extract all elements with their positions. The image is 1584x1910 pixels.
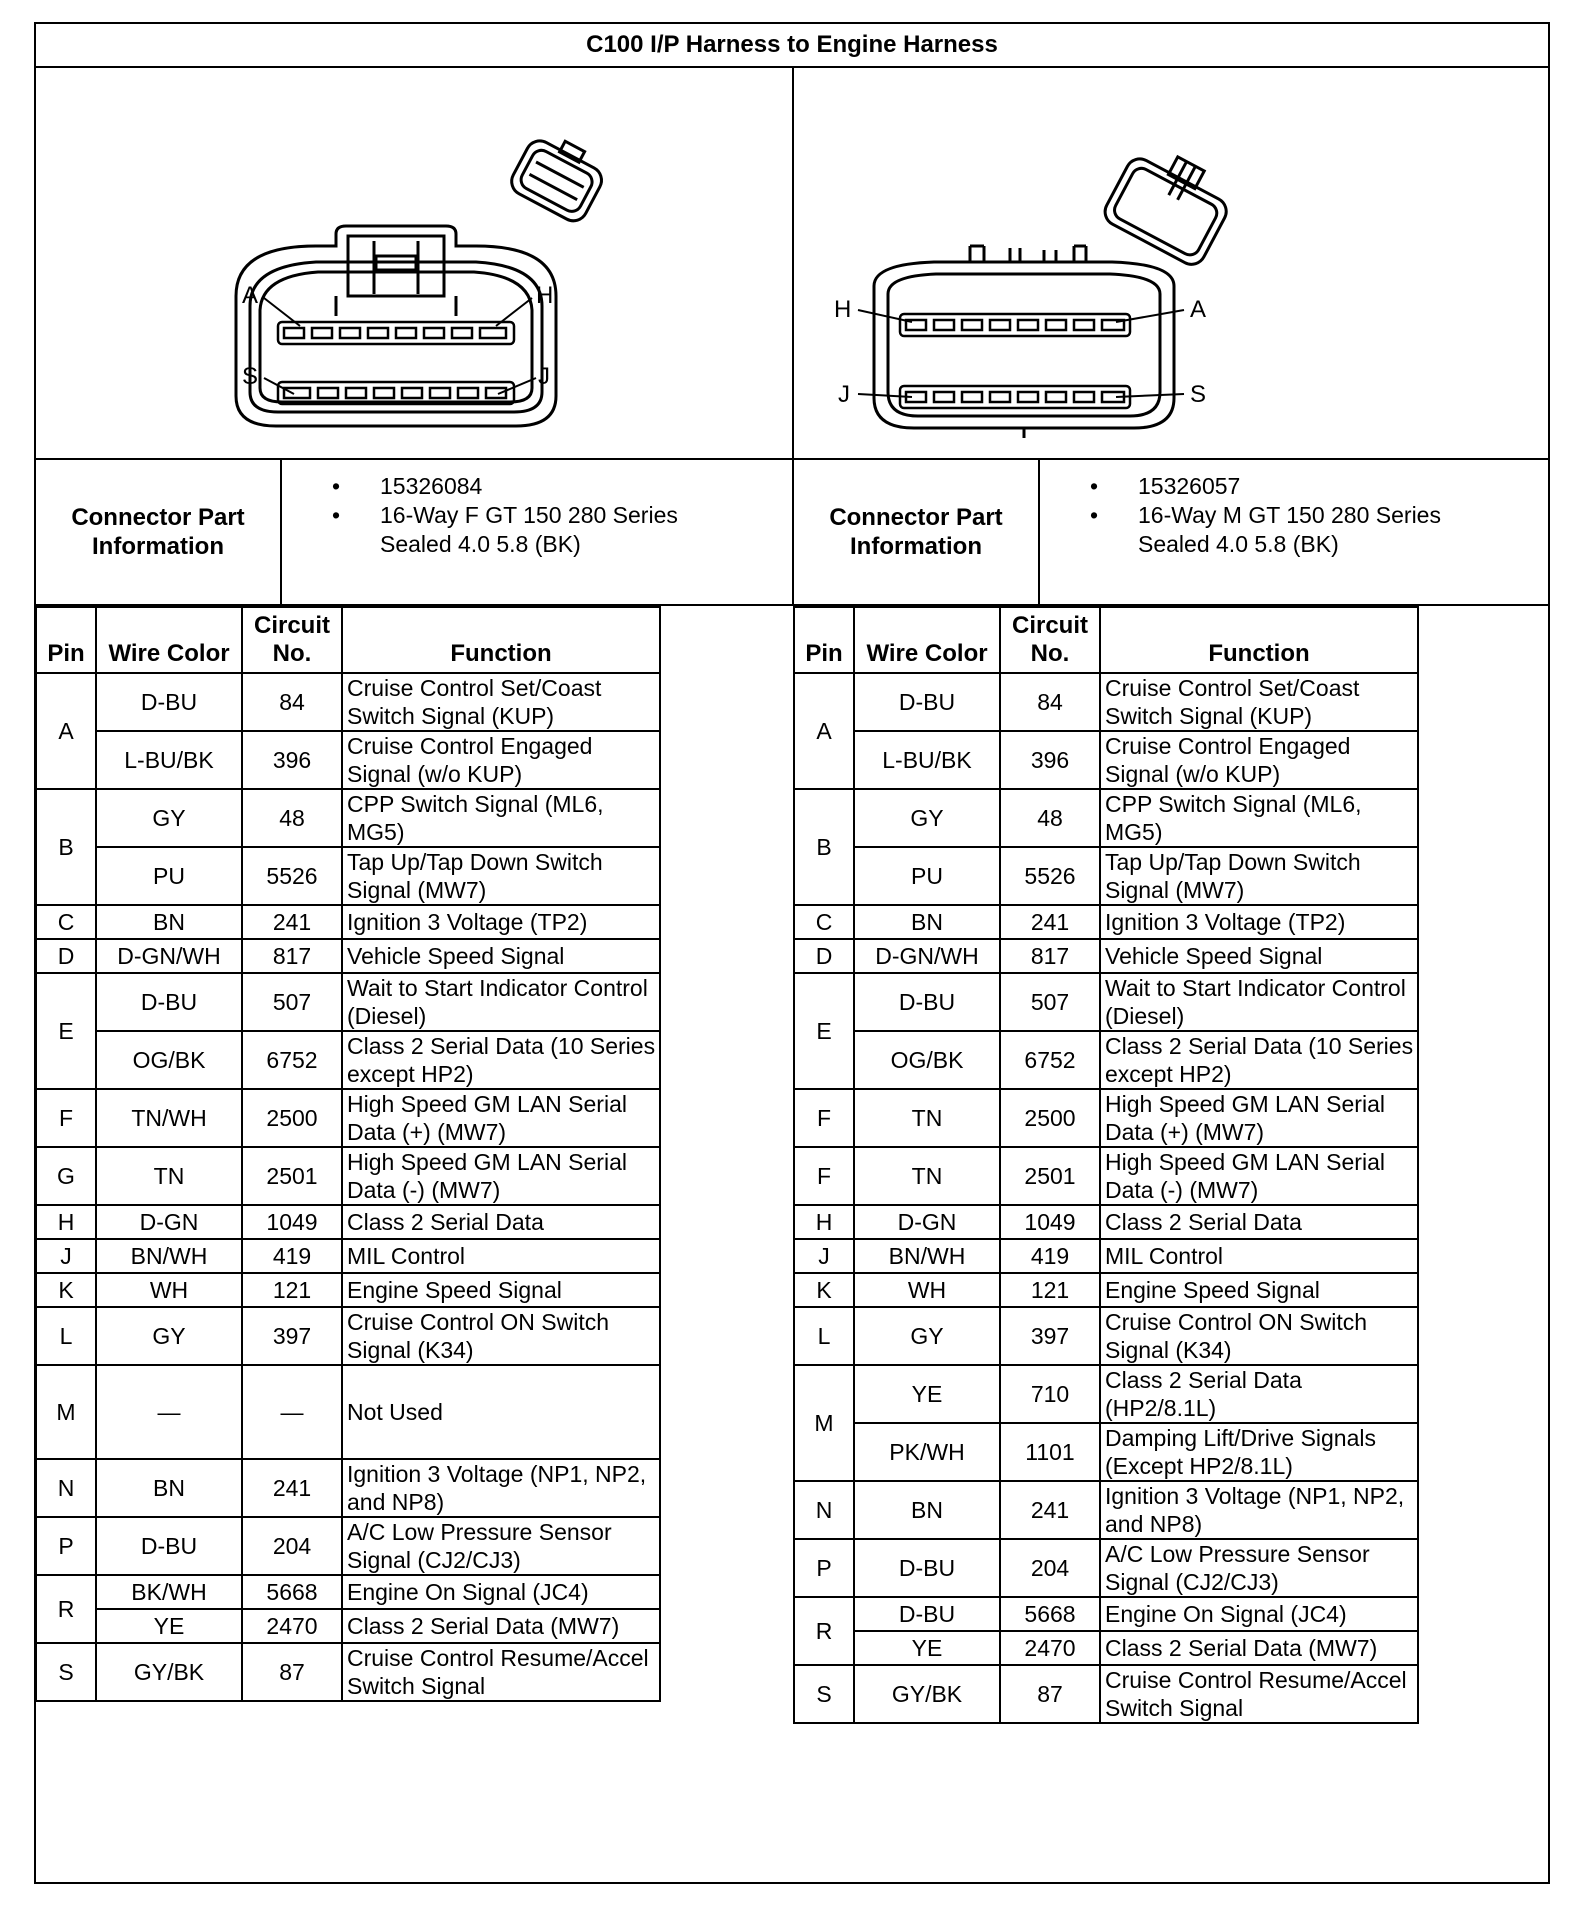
wire-color-cell: GY (96, 1307, 242, 1365)
circuit-cell: 397 (242, 1307, 342, 1365)
wire-color-cell: D-BU (854, 673, 1000, 731)
circuit-cell: 121 (1000, 1273, 1100, 1307)
wire-color-cell: BN/WH (854, 1239, 1000, 1273)
table-row (794, 1307, 1418, 1365)
circuit-cell: 396 (1000, 731, 1100, 789)
connector-info-left (36, 460, 794, 606)
pin-label-j: J (538, 363, 550, 390)
function-cell: Cruise Control ON Switch Signal (K34) (1100, 1307, 1418, 1365)
part-description: • 16-Way F GT 150 280 Series (282, 501, 678, 530)
wire-color-cell: YE (854, 1631, 1000, 1665)
wire-color-cell: D-GN (854, 1205, 1000, 1239)
circuit-cell: 241 (1000, 1481, 1100, 1539)
function-cell: Ignition 3 Voltage (TP2) (1100, 905, 1418, 939)
wire-color-cell: D-BU (854, 1539, 1000, 1597)
pin-cell: M (794, 1365, 854, 1481)
connector-info-label: Connector Part Information (36, 460, 282, 604)
function-cell: MIL Control (1100, 1239, 1418, 1273)
pin-label-s: S (242, 363, 259, 390)
wire-color-cell: GY/BK (96, 1643, 242, 1701)
wire-color-cell: TN (854, 1147, 1000, 1205)
male-connector-thumbnail-icon (1100, 138, 1239, 269)
function-cell: Class 2 Serial Data (10 Series except HP2) (1100, 1031, 1418, 1089)
header-function: Function (342, 607, 660, 673)
table-row (794, 731, 1418, 789)
circuit-cell: 1101 (1000, 1423, 1100, 1481)
circuit-cell: 5668 (242, 1575, 342, 1609)
function-cell: Cruise Control Engaged Signal (w/o KUP) (1100, 731, 1418, 789)
pin-label-s: S (1190, 381, 1207, 408)
table-row (36, 1147, 660, 1205)
wire-color-cell: GY/BK (854, 1665, 1000, 1723)
header-pin: Pin (794, 607, 854, 673)
function-cell: CPP Switch Signal (ML6, MG5) (1100, 789, 1418, 847)
circuit-cell: 2470 (1000, 1631, 1100, 1665)
function-cell: Class 2 Serial Data (MW7) (342, 1609, 660, 1643)
circuit-cell: 121 (242, 1273, 342, 1307)
pin-cell: P (36, 1517, 96, 1575)
function-cell: Vehicle Speed Signal (342, 939, 660, 973)
function-cell: Class 2 Serial Data (MW7) (1100, 1631, 1418, 1665)
table-row (794, 1089, 1418, 1147)
circuit-cell: 48 (1000, 789, 1100, 847)
connector-sheet (34, 22, 1550, 1884)
connector-info-list (1040, 472, 1441, 559)
wire-color-cell: — (96, 1365, 242, 1459)
table-row (36, 731, 660, 789)
table-row (794, 1239, 1418, 1273)
wire-color-cell: WH (96, 1273, 242, 1307)
wire-color-cell: PK/WH (854, 1423, 1000, 1481)
table-row (794, 1665, 1418, 1723)
function-cell: CPP Switch Signal (ML6, MG5) (342, 789, 660, 847)
connector-info-label: Connector Part Information (794, 460, 1040, 604)
pin-cell: J (36, 1239, 96, 1273)
wire-color-cell: D-GN (96, 1205, 242, 1239)
wire-color-cell: BN (96, 905, 242, 939)
pin-cell: E (36, 973, 96, 1089)
table-row (794, 1597, 1418, 1631)
function-cell: Wait to Start Indicator Control (Diesel) (342, 973, 660, 1031)
pin-cell: R (36, 1575, 96, 1643)
wire-color-cell: WH (854, 1273, 1000, 1307)
wire-color-cell: D-GN/WH (854, 939, 1000, 973)
function-cell: Cruise Control Set/Coast Switch Signal (KUP) (342, 673, 660, 731)
wire-color-cell: D-BU (854, 973, 1000, 1031)
pin-cell: H (36, 1205, 96, 1239)
wire-color-cell: L-BU/BK (96, 731, 242, 789)
pin-cell: B (794, 789, 854, 905)
wire-color-cell: YE (854, 1365, 1000, 1423)
female-connector-drawing (36, 66, 792, 458)
function-cell: Engine On Signal (JC4) (1100, 1597, 1418, 1631)
wire-color-cell: L-BU/BK (854, 731, 1000, 789)
wire-color-cell: YE (96, 1609, 242, 1643)
part-description-cont: Sealed 4.0 5.8 (BK) (1138, 531, 1339, 557)
circuit-cell: 87 (242, 1643, 342, 1701)
pin-label-a: A (242, 282, 259, 309)
part-description: • 16-Way M GT 150 280 Series (1040, 501, 1441, 530)
table-row (794, 939, 1418, 973)
pin-cell: H (794, 1205, 854, 1239)
wire-color-cell: BK/WH (96, 1575, 242, 1609)
table-row (794, 1539, 1418, 1597)
pin-cell: C (794, 905, 854, 939)
function-cell: Cruise Control ON Switch Signal (K34) (342, 1307, 660, 1365)
table-row (36, 1307, 660, 1365)
pin-label-h: H (834, 296, 852, 323)
circuit-cell: 710 (1000, 1365, 1100, 1423)
female-connector-thumbnail-icon (507, 127, 611, 226)
pin-cell: F (794, 1147, 854, 1205)
part-number: • 15326084 (282, 472, 678, 501)
circuit-cell: 48 (242, 789, 342, 847)
table-row (36, 1575, 660, 1609)
pin-cell: R (794, 1597, 854, 1665)
table-row (794, 1631, 1418, 1665)
pin-label-a: A (1190, 296, 1207, 323)
function-cell: Cruise Control Engaged Signal (w/o KUP) (342, 731, 660, 789)
circuit-cell: 204 (242, 1517, 342, 1575)
pin-cell: N (36, 1459, 96, 1517)
pin-cell: B (36, 789, 96, 905)
wire-color-cell: D-BU (854, 1597, 1000, 1631)
pin-cell: A (36, 673, 96, 789)
function-cell: Ignition 3 Voltage (TP2) (342, 905, 660, 939)
wire-color-cell: TN (96, 1147, 242, 1205)
table-row (794, 1147, 1418, 1205)
table-row (794, 1481, 1418, 1539)
table-row (794, 1031, 1418, 1089)
function-cell: Tap Up/Tap Down Switch Signal (MW7) (342, 847, 660, 905)
table-row (36, 673, 660, 731)
circuit-cell: 6752 (1000, 1031, 1100, 1089)
function-cell: Cruise Control Resume/Accel Switch Signal (1100, 1665, 1418, 1723)
table-row (36, 1273, 660, 1307)
wire-color-cell: OG/BK (854, 1031, 1000, 1089)
circuit-cell: 84 (242, 673, 342, 731)
table-row (36, 973, 660, 1031)
function-cell: Class 2 Serial Data (HP2/8.1L) (1100, 1365, 1418, 1423)
pin-cell: P (794, 1539, 854, 1597)
function-cell: Tap Up/Tap Down Switch Signal (MW7) (1100, 847, 1418, 905)
pin-label-j: J (838, 381, 850, 408)
circuit-cell: 419 (242, 1239, 342, 1273)
wire-color-cell: BN (854, 1481, 1000, 1539)
function-cell: Ignition 3 Voltage (NP1, NP2, and NP8) (342, 1459, 660, 1517)
table-row (794, 905, 1418, 939)
circuit-cell: 396 (242, 731, 342, 789)
function-cell: Cruise Control Set/Coast Switch Signal (KUP) (1100, 673, 1418, 731)
circuit-cell: 5526 (242, 847, 342, 905)
wire-color-cell: D-GN/WH (96, 939, 242, 973)
table-row (36, 1205, 660, 1239)
wire-color-cell: TN (854, 1089, 1000, 1147)
pin-cell: D (36, 939, 96, 973)
circuit-cell: 817 (242, 939, 342, 973)
wire-color-cell: OG/BK (96, 1031, 242, 1089)
pin-cell: G (36, 1147, 96, 1205)
table-row (794, 1423, 1418, 1481)
pin-cell: S (794, 1665, 854, 1723)
wire-color-cell: D-BU (96, 1517, 242, 1575)
circuit-cell: 1049 (242, 1205, 342, 1239)
circuit-cell: 397 (1000, 1307, 1100, 1365)
pin-cell: E (794, 973, 854, 1089)
pinout-table-right (793, 606, 1419, 1724)
table-row (794, 1365, 1418, 1423)
pin-cell: K (36, 1273, 96, 1307)
function-cell: High Speed GM LAN Serial Data (-) (MW7) (342, 1147, 660, 1205)
pin-cell: L (794, 1307, 854, 1365)
male-connector-drawing (794, 66, 1548, 458)
wire-color-cell: BN (96, 1459, 242, 1517)
table-row (36, 847, 660, 905)
wire-color-cell: GY (854, 789, 1000, 847)
pin-cell: J (794, 1239, 854, 1273)
header-function: Function (1100, 607, 1418, 673)
connector-diagram-female (36, 66, 794, 460)
wire-color-cell: GY (96, 789, 242, 847)
pinout-table-left (35, 606, 661, 1702)
header-circuit-no: Circuit No. (242, 607, 342, 673)
circuit-cell: 2470 (242, 1609, 342, 1643)
circuit-cell: 817 (1000, 939, 1100, 973)
page-title: C100 I/P Harness to Engine Harness (36, 24, 1548, 68)
table-row (36, 1031, 660, 1089)
connector-info-list (282, 472, 678, 559)
circuit-cell: — (242, 1365, 342, 1459)
circuit-cell: 5668 (1000, 1597, 1100, 1631)
function-cell: Class 2 Serial Data (342, 1205, 660, 1239)
wire-color-cell: PU (854, 847, 1000, 905)
circuit-cell: 241 (242, 905, 342, 939)
table-header-row (794, 607, 1418, 673)
table-row (36, 789, 660, 847)
wire-color-cell: D-BU (96, 973, 242, 1031)
header-pin: Pin (36, 607, 96, 673)
circuit-cell: 2501 (242, 1147, 342, 1205)
wire-color-cell: BN/WH (96, 1239, 242, 1273)
wire-color-cell: TN/WH (96, 1089, 242, 1147)
circuit-cell: 1049 (1000, 1205, 1100, 1239)
function-cell: A/C Low Pressure Sensor Signal (CJ2/CJ3) (342, 1517, 660, 1575)
pin-label-h: H (536, 282, 554, 309)
function-cell: Engine On Signal (JC4) (342, 1575, 660, 1609)
pin-cell: K (794, 1273, 854, 1307)
circuit-cell: 507 (1000, 973, 1100, 1031)
circuit-cell: 241 (242, 1459, 342, 1517)
table-row (794, 973, 1418, 1031)
connector-info-right (794, 460, 1550, 606)
table-row (794, 847, 1418, 905)
circuit-cell: 419 (1000, 1239, 1100, 1273)
pin-cell: D (794, 939, 854, 973)
function-cell: Class 2 Serial Data (1100, 1205, 1418, 1239)
connector-diagram-male (794, 66, 1550, 460)
function-cell: Ignition 3 Voltage (NP1, NP2, and NP8) (1100, 1481, 1418, 1539)
function-cell: Not Used (342, 1365, 660, 1459)
header-wire-color: Wire Color (854, 607, 1000, 673)
pin-cell: F (794, 1089, 854, 1147)
table-row (36, 1089, 660, 1147)
header-circuit-no: Circuit No. (1000, 607, 1100, 673)
circuit-cell: 6752 (242, 1031, 342, 1089)
wire-color-cell: GY (854, 1307, 1000, 1365)
function-cell: MIL Control (342, 1239, 660, 1273)
circuit-cell: 2501 (1000, 1147, 1100, 1205)
function-cell: Damping Lift/Drive Signals (Except HP2/8.1L) (1100, 1423, 1418, 1481)
header-wire-color: Wire Color (96, 607, 242, 673)
function-cell: High Speed GM LAN Serial Data (+) (MW7) (342, 1089, 660, 1147)
pin-cell: C (36, 905, 96, 939)
table-row (36, 939, 660, 973)
function-cell: Vehicle Speed Signal (1100, 939, 1418, 973)
table-header-row (36, 607, 660, 673)
part-description-cont: Sealed 4.0 5.8 (BK) (380, 531, 581, 557)
table-row (794, 789, 1418, 847)
table-row (36, 1459, 660, 1517)
pin-cell: N (794, 1481, 854, 1539)
function-cell: Engine Speed Signal (342, 1273, 660, 1307)
circuit-cell: 87 (1000, 1665, 1100, 1723)
wire-color-cell: D-BU (96, 673, 242, 731)
function-cell: Wait to Start Indicator Control (Diesel) (1100, 973, 1418, 1031)
circuit-cell: 204 (1000, 1539, 1100, 1597)
function-cell: High Speed GM LAN Serial Data (-) (MW7) (1100, 1147, 1418, 1205)
table-row (36, 1239, 660, 1273)
function-cell: A/C Low Pressure Sensor Signal (CJ2/CJ3) (1100, 1539, 1418, 1597)
part-number: • 15326057 (1040, 472, 1441, 501)
circuit-cell: 2500 (242, 1089, 342, 1147)
table-row (36, 1517, 660, 1575)
function-cell: Cruise Control Resume/Accel Switch Signal (342, 1643, 660, 1701)
function-cell: Class 2 Serial Data (10 Series except HP2) (342, 1031, 660, 1089)
table-row (36, 905, 660, 939)
circuit-cell: 2500 (1000, 1089, 1100, 1147)
pin-cell: A (794, 673, 854, 789)
wire-color-cell: PU (96, 847, 242, 905)
circuit-cell: 84 (1000, 673, 1100, 731)
table-row (794, 1205, 1418, 1239)
table-row (36, 1365, 660, 1459)
table-row (794, 1273, 1418, 1307)
pin-cell: M (36, 1365, 96, 1459)
pin-cell: L (36, 1307, 96, 1365)
function-cell: Engine Speed Signal (1100, 1273, 1418, 1307)
circuit-cell: 5526 (1000, 847, 1100, 905)
pin-cell: S (36, 1643, 96, 1701)
circuit-cell: 507 (242, 973, 342, 1031)
circuit-cell: 241 (1000, 905, 1100, 939)
function-cell: High Speed GM LAN Serial Data (+) (MW7) (1100, 1089, 1418, 1147)
table-row (36, 1609, 660, 1643)
wire-color-cell: BN (854, 905, 1000, 939)
table-row (36, 1643, 660, 1701)
pin-cell: F (36, 1089, 96, 1147)
table-row (794, 673, 1418, 731)
